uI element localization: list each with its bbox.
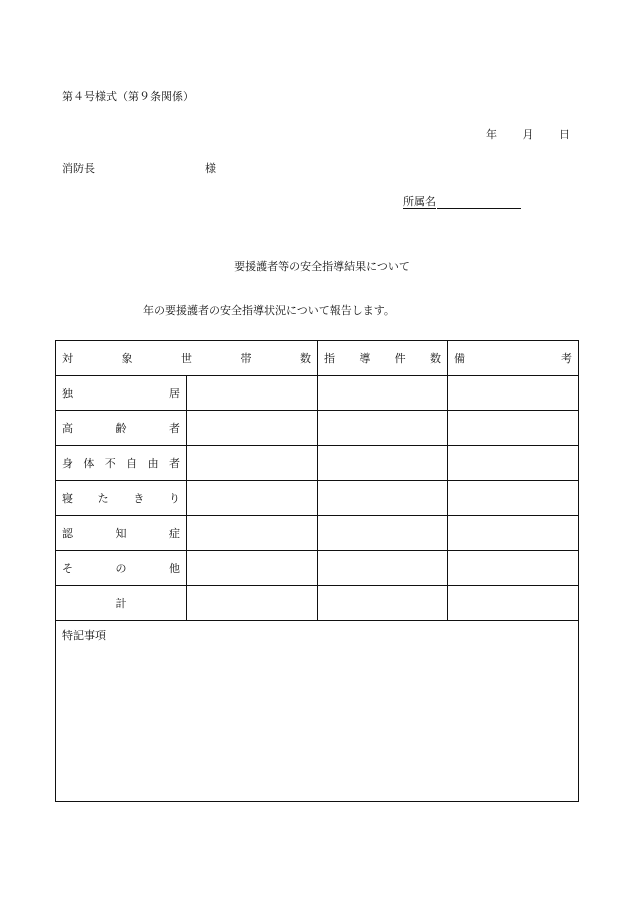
header-guidance-count: 指 導 件 数: [318, 341, 448, 376]
cell-households[interactable]: [187, 551, 318, 586]
report-table: [55, 340, 579, 802]
table-row: [56, 411, 579, 446]
row-label-elderly: 高 齢 者: [56, 411, 187, 446]
cell-households[interactable]: [187, 446, 318, 481]
table-row: [56, 446, 579, 481]
special-notes-label: 特記事項: [62, 629, 106, 642]
notes-row: [56, 621, 579, 802]
cell-households[interactable]: [187, 516, 318, 551]
cell-remarks[interactable]: [448, 516, 579, 551]
cell-households-total[interactable]: [187, 586, 318, 621]
affiliation-blank[interactable]: [437, 196, 521, 209]
row-label-total: 計: [56, 586, 187, 621]
row-label-dementia: 認 知 症: [56, 516, 187, 551]
row-label-bedridden: 寝 た き り: [56, 481, 187, 516]
cell-remarks[interactable]: [448, 551, 579, 586]
header-remarks: 備 考: [448, 341, 579, 376]
date-day-label: 日: [559, 128, 570, 141]
form-number: 第４号様式（第９条関係）: [62, 90, 194, 103]
date-month-label: 月: [522, 128, 534, 141]
cell-households[interactable]: [187, 376, 318, 411]
table-header-row: [56, 341, 579, 376]
table-row: [56, 551, 579, 586]
document-title: 要援護者等の安全指導結果について: [234, 260, 410, 273]
cell-guidance[interactable]: [318, 376, 448, 411]
row-label-living-alone: 独 居: [56, 376, 187, 411]
row-label-other: そ の 他: [56, 551, 187, 586]
cell-guidance[interactable]: [318, 516, 448, 551]
cell-guidance-total[interactable]: [318, 586, 448, 621]
cell-remarks[interactable]: [448, 481, 579, 516]
recipient-label: 消防長: [62, 162, 95, 175]
recipient-line: [62, 160, 216, 176]
header-target-households: 対 象 世 帯 数: [56, 341, 318, 376]
cell-remarks[interactable]: [448, 446, 579, 481]
cell-households[interactable]: [187, 411, 318, 446]
cell-households[interactable]: [187, 481, 318, 516]
cell-guidance[interactable]: [318, 481, 448, 516]
affiliation-line: [403, 193, 521, 209]
cell-guidance[interactable]: [318, 551, 448, 586]
table-row: [56, 376, 579, 411]
intro-text: 年の要援護者の安全指導状況について報告します。: [143, 304, 395, 317]
date-line: [486, 126, 570, 142]
cell-remarks[interactable]: [448, 376, 579, 411]
table-row: [56, 516, 579, 551]
cell-remarks[interactable]: [448, 411, 579, 446]
cell-guidance[interactable]: [318, 411, 448, 446]
affiliation-label: 所属名: [403, 195, 436, 208]
cell-guidance[interactable]: [318, 446, 448, 481]
table-row-total: [56, 586, 579, 621]
recipient-honorific: 様: [205, 162, 216, 175]
cell-remarks-total[interactable]: [448, 586, 579, 621]
table-row: [56, 481, 579, 516]
special-notes-area[interactable]: [56, 621, 579, 802]
date-year-label: 年: [486, 128, 497, 141]
row-label-disabled: 身 体 不 自 由 者: [56, 446, 187, 481]
